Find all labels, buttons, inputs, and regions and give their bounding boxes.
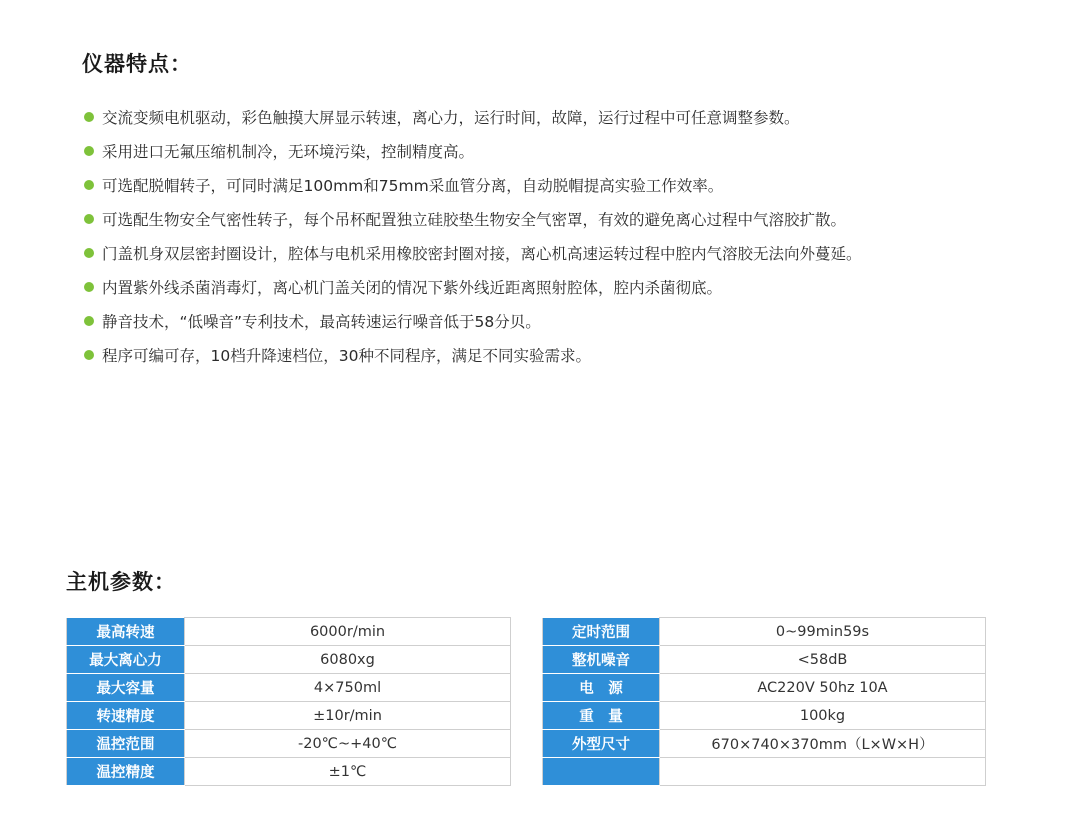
param-label: 电 源	[543, 674, 660, 702]
feature-text: 采用进口无氟压缩机制冷，无环境污染，控制精度高。	[102, 143, 475, 161]
table-row	[67, 730, 511, 758]
param-label: 最大离心力	[67, 646, 185, 674]
param-label: 重 量	[543, 702, 660, 730]
green-dot-icon	[84, 180, 94, 190]
param-label: 转速精度	[67, 702, 185, 730]
feature-item	[82, 271, 1022, 305]
param-label: 整机噪音	[543, 646, 660, 674]
feature-item	[82, 101, 1022, 135]
feature-list	[82, 101, 1022, 373]
param-label: 最大容量	[67, 674, 185, 702]
feature-text: 内置紫外线杀菌消毒灯，离心机门盖关闭的情况下紫外线近距离照射腔体，腔内杀菌彻底。	[102, 279, 723, 297]
param-value: 0~99min59s	[660, 618, 986, 646]
feature-item	[82, 237, 1022, 271]
param-label: 外型尺寸	[543, 730, 660, 758]
green-dot-icon	[84, 316, 94, 326]
feature-text: 交流变频电机驱动，彩色触摸大屏显示转速，离心力，运行时间，故障，运行过程中可任意调整参数。	[102, 109, 800, 127]
param-value: -20℃~+40℃	[185, 730, 511, 758]
green-dot-icon	[84, 282, 94, 292]
green-dot-icon	[84, 248, 94, 258]
feature-text: 静音技术，“低噪音”专利技术，最高转速运行噪音低于58分贝。	[102, 313, 541, 331]
param-value: 100kg	[660, 702, 986, 730]
table-row	[543, 730, 986, 758]
param-value	[660, 758, 986, 786]
feature-item	[82, 305, 1022, 339]
green-dot-icon	[84, 214, 94, 224]
table-row	[543, 702, 986, 730]
params-table-left	[66, 617, 511, 786]
param-value: 4×750ml	[185, 674, 511, 702]
param-label: 定时范围	[543, 618, 660, 646]
feature-item	[82, 169, 1022, 203]
green-dot-icon	[84, 350, 94, 360]
green-dot-icon	[84, 146, 94, 156]
param-label	[543, 758, 660, 786]
table-row	[67, 646, 511, 674]
table-row	[67, 618, 511, 646]
param-label: 温控范围	[67, 730, 185, 758]
param-value: AC220V 50hz 10A	[660, 674, 986, 702]
table-row	[543, 758, 986, 786]
table-row	[543, 646, 986, 674]
table-row	[67, 702, 511, 730]
param-value: 6000r/min	[185, 618, 511, 646]
param-value: ±10r/min	[185, 702, 511, 730]
features-title: 仪器特点：	[82, 52, 192, 76]
param-value: 670×740×370mm（L×W×H）	[660, 730, 986, 758]
param-label: 最高转速	[67, 618, 185, 646]
table-row	[67, 674, 511, 702]
params-table-right	[542, 617, 986, 786]
feature-text: 可选配生物安全气密性转子，每个吊杯配置独立硅胶垫生物安全气密罩，有效的避免离心过程中气溶胶扩散。	[102, 211, 847, 229]
param-value: <58dB	[660, 646, 986, 674]
feature-item	[82, 339, 1022, 373]
param-value: ±1℃	[185, 758, 511, 786]
feature-item	[82, 203, 1022, 237]
params-title: 主机参数：	[66, 570, 176, 594]
table-row	[543, 674, 986, 702]
green-dot-icon	[84, 112, 94, 122]
feature-text: 门盖机身双层密封圈设计，腔体与电机采用橡胶密封圈对接，离心机高速运转过程中腔内气溶胶无法向外蔓延。	[102, 245, 862, 263]
feature-text: 可选配脱帽转子，可同时满足100mm和75mm采血管分离，自动脱帽提高实验工作效率。	[102, 177, 724, 195]
feature-item	[82, 135, 1022, 169]
feature-text: 程序可编可存，10档升降速档位，30种不同程序，满足不同实验需求。	[102, 347, 591, 365]
param-label: 温控精度	[67, 758, 185, 786]
table-row	[67, 758, 511, 786]
param-value: 6080xg	[185, 646, 511, 674]
table-row	[543, 618, 986, 646]
